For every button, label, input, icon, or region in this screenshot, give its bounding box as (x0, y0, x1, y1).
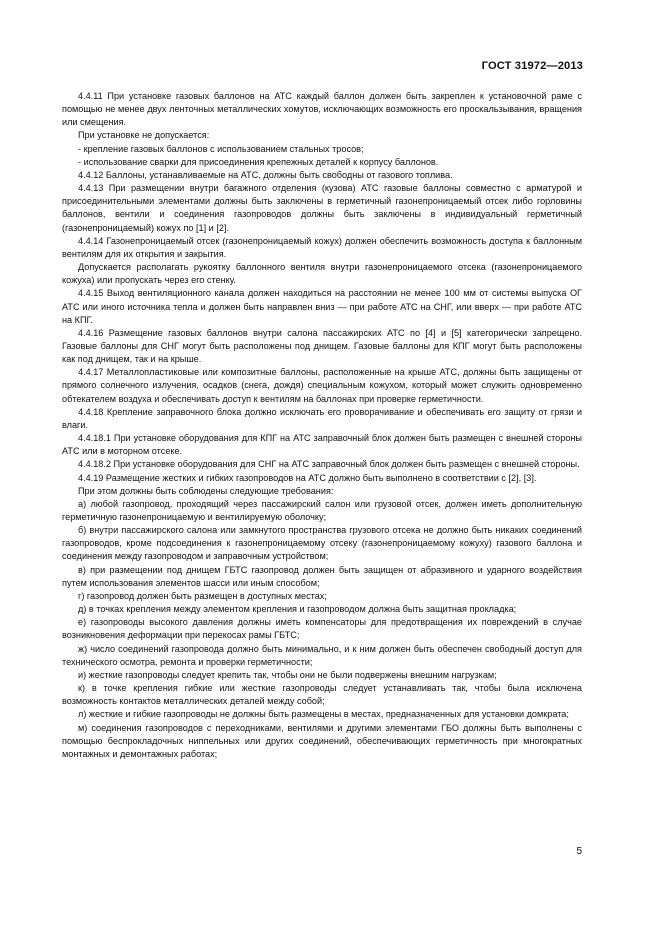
paragraph: При установке не допускается: (78, 130, 210, 141)
paragraph: г) газопровод должен быть размещен в доступных местах; (78, 590, 327, 601)
paragraph: 4.4.19 Размещение жестких и гибких газопроводов на АТС должно быть выполнено в соответствии с [2], [3]. (78, 472, 537, 483)
paragraph: При этом должны быть соблюдены следующие требования: (78, 485, 334, 496)
page-number: 5 (576, 846, 582, 857)
paragraph: д) в точках крепления между элементом крепления и газопроводом должна быть защитная прокладка; (78, 604, 517, 615)
paragraph: 4.4.18 Крепление заправочного блока должно исключать его проворачивание и обеспечивать его защиту от грязи и влаги. (62, 406, 582, 430)
paragraph: 4.4.11 При установке газовых баллонов на АТС каждый баллон должен быть закреплен к установочной раме с помощью не менее двух ленточных металлических хомутов, исключающих возможность его проскальзывания, вращения или смещения. (62, 91, 582, 128)
paragraph: е) газопроводы высокого давления должны иметь компенсаторы для предотвращения их повреждений в случае возникновения деформации при перекосах рамы ГБТС; (62, 617, 582, 641)
paragraph: и) жесткие газопроводы следует крепить так, чтобы они не были подвержены внешним нагрузкам; (78, 669, 497, 680)
paragraph: ж) число соединений газопровода должно быть минимально, и к ним должен быть обеспечен свободный доступ для технического осмотра, ремонта и проверки герметичности; (62, 643, 582, 667)
paragraph: - использование сварки для присоединения крепежных деталей к корпусу баллонов. (78, 156, 439, 167)
paragraph: 4.4.15 Выход вентиляционного канала должен находиться на расстоянии не менее 100 мм от системы выпуска ОГ АТС или иного источника тепла и должен быть направлен вниз — при работе АТС на СНГ, или вверх — при работе АТС на КПГ. (62, 288, 582, 325)
paragraph: Допускается располагать рукоятку баллонного вентиля внутри газонепроницаемого отсека (газонепроницаемого кожуха) или пропускать через его стенку. (62, 262, 582, 286)
paragraph: 4.4.17 Металлопластиковые или композитные баллоны, расположенные на крыше АТС, должны быть защищены от прямого солнечного излучения, осадков (снега, дождя) специальным кожухом, который может служить одновременно обтекателем воздуха и обеспечивать доступ к вентилям на баллонах при проверке герметичности. (62, 367, 582, 404)
paragraph: - крепление газовых баллонов с использованием стальных тросов; (78, 143, 364, 154)
paragraph: а) любой газопровод, проходящий через пассажирский салон или грузовой отсек, должен иметь дополнительную герметичную газонепроницаемую и вентилируемую оболочку; (62, 498, 582, 522)
paragraph: м) соединения газопроводов с переходниками, вентилями и другими элементами ГБО должны быть выполнены с помощью беспрокладочных ниппельных или других соединений, обеспечивающих герметичность при многократных монтажных и демонтажных работах; (62, 722, 582, 759)
paragraph: б) внутри пассажирского салона или замкнутого пространства грузового отсека не должно быть никаких соединений газопроводов, кроме подсоединения к газонепроницаемому отсеку (газонепроницаемому кожуху) газового баллона и соединения между газопроводом и заправочным устройством; (62, 525, 582, 562)
paragraph: 4.4.13 При размещении внутри багажного отделения (кузова) АТС газовые баллоны совместно с арматурой и присоединительными элементами должны быть заключены в герметичный газонепроницаемый отсек либо горловины баллонов, вентили и соединения газопроводов должны быть заключены в индивидуальный герметичный (газонепроницаемый) кожух по [1] и [2]. (62, 183, 582, 233)
paragraph: 4.4.16 Размещение газовых баллонов внутри салона пассажирских АТС по [4] и [5] категорически запрещено. Газовые баллоны для СНГ могут быть расположены под днищем. Газовые баллоны для КПГ могут быть расположены как под днищем, так и на крыше. (62, 327, 582, 365)
document-body (62, 90, 582, 761)
paragraph: в) при размещении под днищем ГБТС газопровод должен быть защищен от абразивного и ударного воздействия путем использования элементов шасси или иным способом; (62, 564, 582, 588)
paragraph: к) в точке крепления гибкие или жесткие газопроводы следует устанавливать так, чтобы была исключена возможность контактов металлических деталей между собой; (62, 683, 582, 707)
document-code-header: ГОСТ 31972—2013 (481, 60, 583, 72)
paragraph: 4.4.12 Баллоны, устанавливаемые на АТС, должны быть свободны от газового топлива. (78, 169, 453, 180)
paragraph: 4.4.18.2 При установке оборудования для СНГ на АТС заправочный блок должен быть размещен с внешней стороны. (78, 459, 580, 470)
paragraph: 4.4.18.1 При установке оборудования для КПГ на АТС заправочный блок должен быть размещен с внешней стороны АТС или в моторном отсеке. (62, 433, 582, 457)
paragraph: л) жесткие и гибкие газопроводы не должны быть размещены в местах, предназначенных для установки домкрата; (78, 709, 569, 720)
paragraph: 4.4.14 Газонепроницаемый отсек (газонепроницаемый кожух) должен обеспечить возможность доступа к баллонным вентилям для их открытия и закрытия. (62, 235, 582, 259)
